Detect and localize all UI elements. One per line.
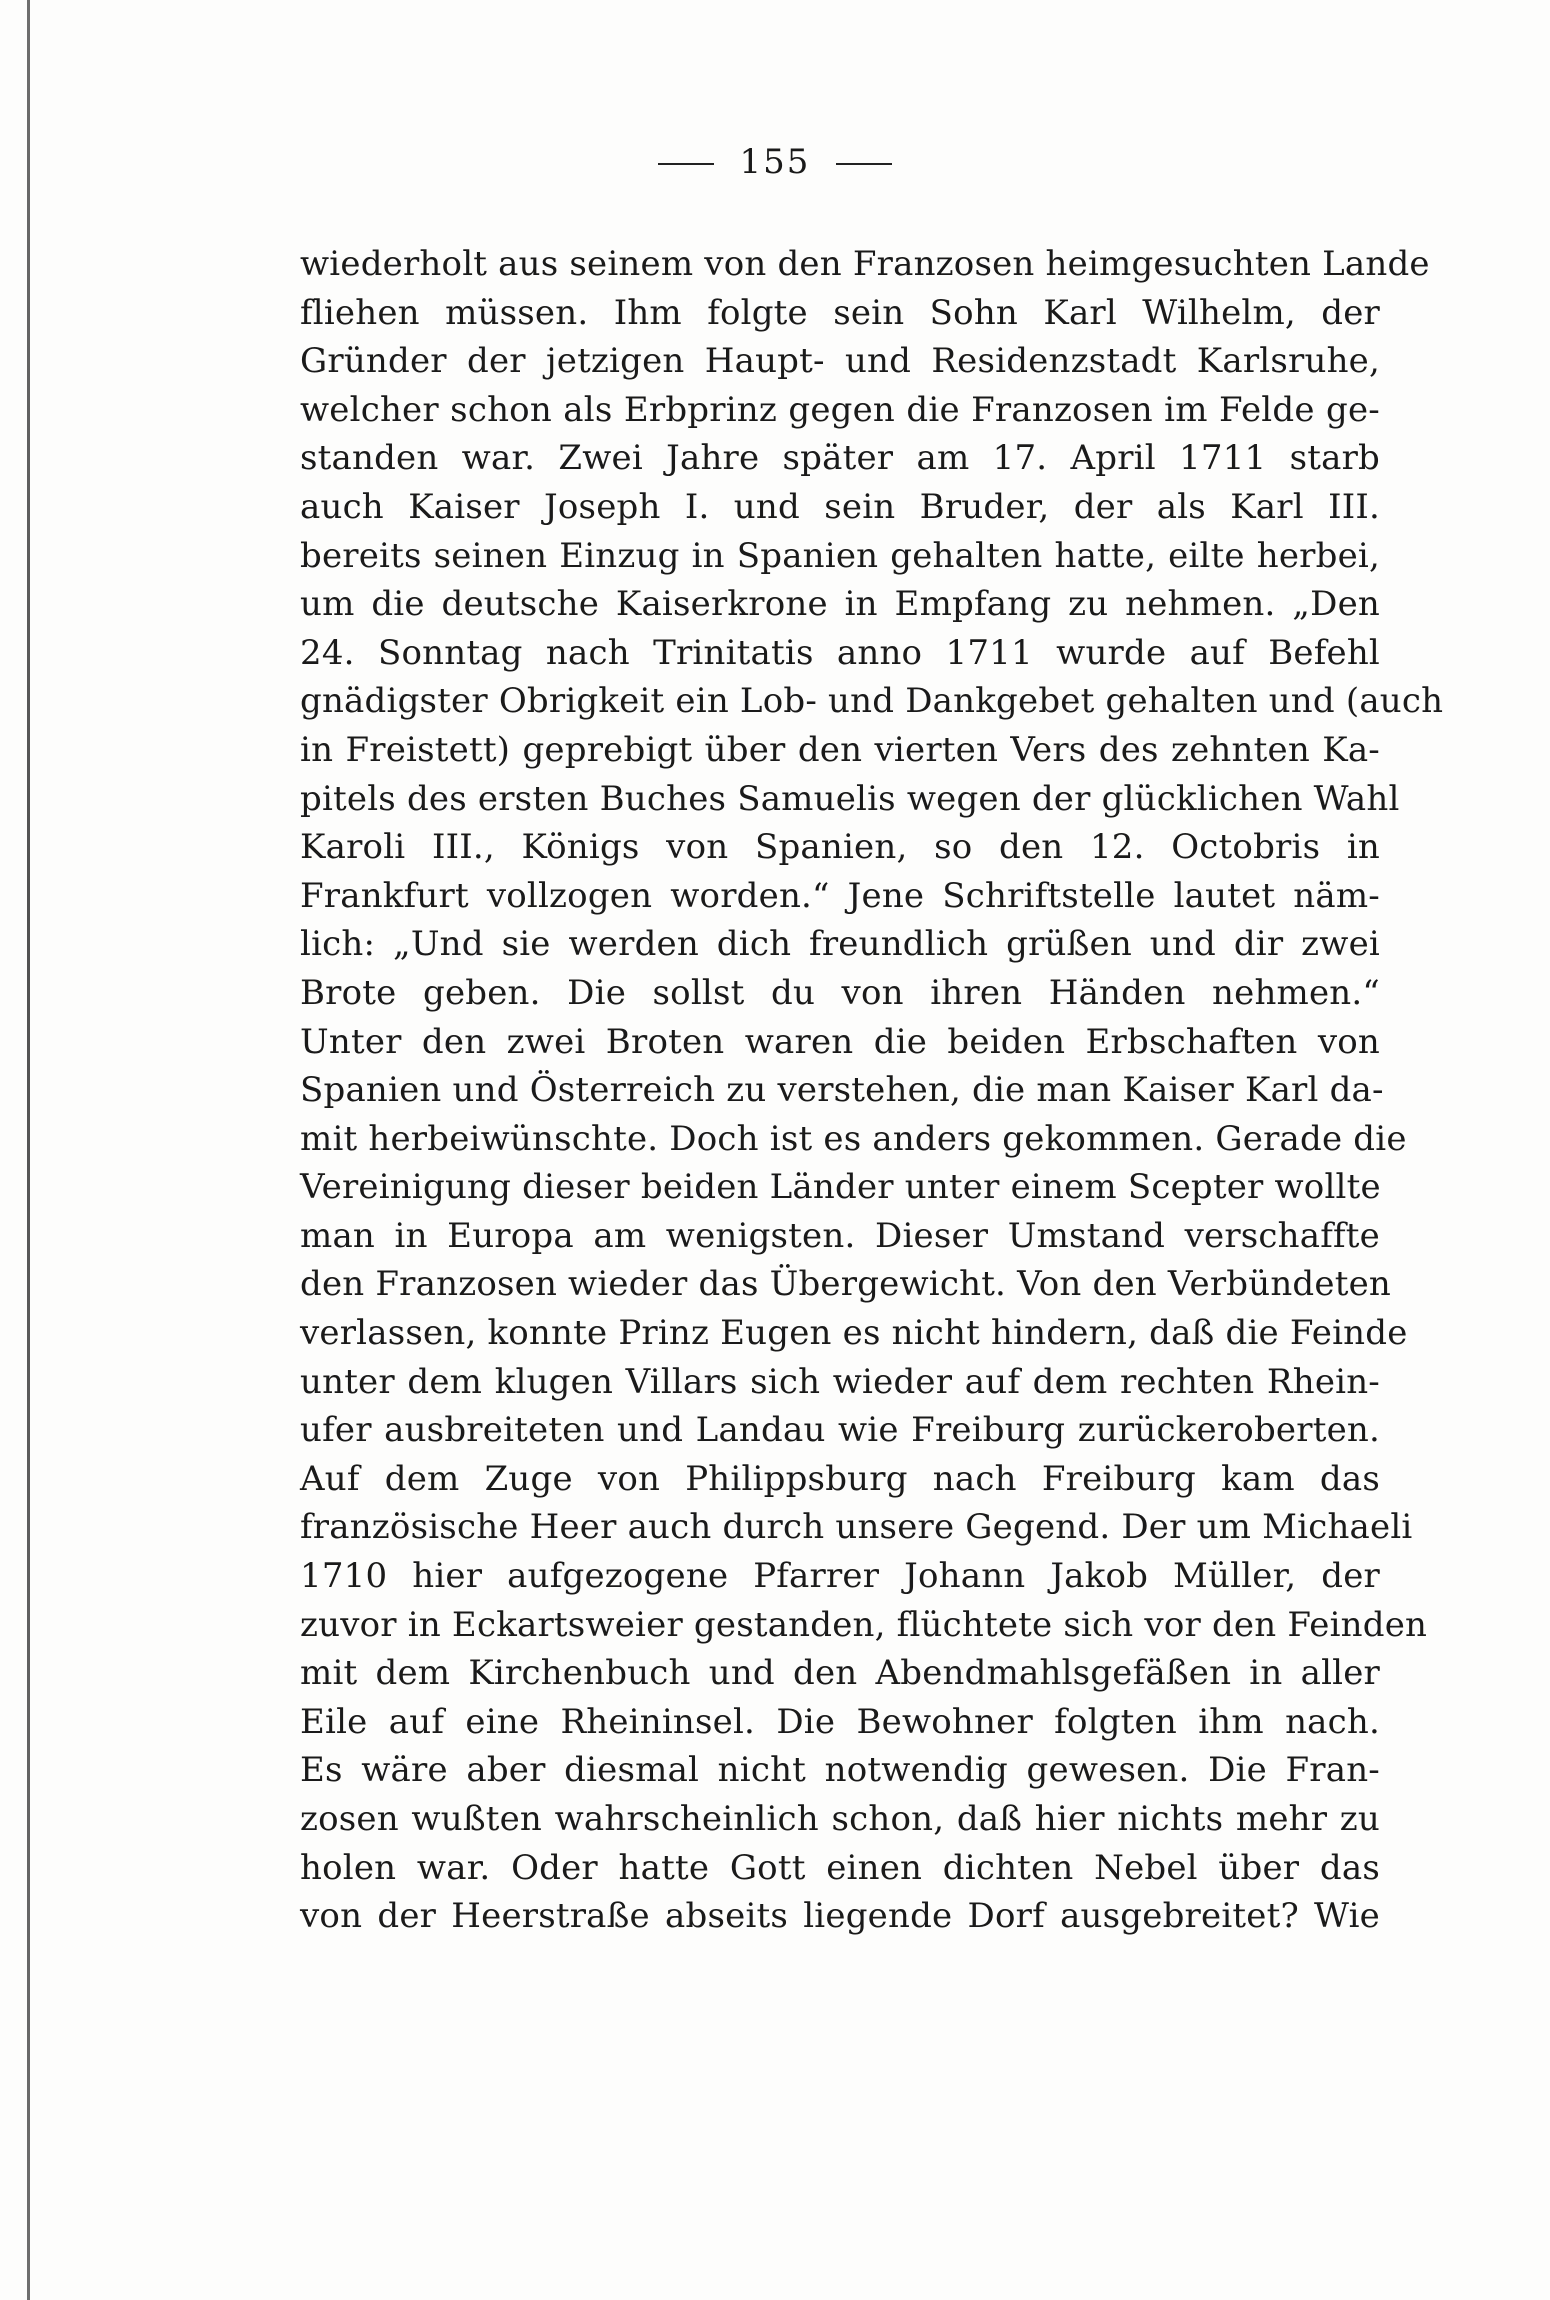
- text-line: lich: „Und sie werden dich freundlich grüßen und dir zwei: [300, 924, 1380, 965]
- text-line: französische Heer auch durch unsere Gegend. Der um Michaeli: [300, 1507, 1413, 1548]
- page-header: [0, 142, 1550, 182]
- text-line: Spanien und Österreich zu verstehen, die man Kaiser Karl da-: [300, 1070, 1384, 1111]
- text-line: Unter den zwei Broten waren die beiden Erbschaften von: [300, 1021, 1380, 1062]
- text-line: Frankfurt vollzogen worden.“ Jene Schriftstelle lautet näm-: [300, 875, 1380, 916]
- text-line: Es wäre aber diesmal nicht notwendig gewesen. Die Fran-: [300, 1750, 1380, 1791]
- text-line: in Freistett) geprebigt über den vierten Vers des zehnten Ka-: [300, 729, 1380, 770]
- text-line: pitels des ersten Buches Samuelis wegen der glücklichen Wahl: [300, 778, 1400, 819]
- text-line: um die deutsche Kaiserkrone in Empfang zu nehmen. „Den: [300, 584, 1380, 625]
- text-line: zuvor in Eckartsweier gestanden, flüchtete sich vor den Feinden: [300, 1604, 1428, 1645]
- text-line: Karoli III., Königs von Spanien, so den 12. Octobris in: [300, 827, 1380, 868]
- text-line: auch Kaiser Joseph I. und sein Bruder, der als Karl III.: [300, 486, 1380, 527]
- header-dash-left: [658, 163, 714, 165]
- text-line: von der Heerstraße abseits liegende Dorf ausgebreitet? Wie: [300, 1896, 1380, 1937]
- text-line: Auf dem Zuge von Philippsburg nach Freiburg kam das: [300, 1458, 1380, 1499]
- text-line: standen war. Zwei Jahre später am 17. April 1711 starb: [300, 438, 1380, 479]
- text-line: mit herbeiwünschte. Doch ist es anders gekommen. Gerade die: [300, 1118, 1407, 1159]
- text-line: Eile auf eine Rheininsel. Die Bewohner folgten ihm nach.: [300, 1701, 1380, 1742]
- text-line: mit dem Kirchenbuch und den Abendmahlsgefäßen in aller: [300, 1653, 1380, 1694]
- header-dash-right: [836, 163, 892, 165]
- text-line: fliehen müssen. Ihm folgte sein Sohn Karl Wilhelm, der: [300, 292, 1380, 333]
- text-line: verlassen, konnte Prinz Eugen es nicht hindern, daß die Feinde: [300, 1313, 1408, 1354]
- text-line: bereits seinen Einzug in Spanien gehalten hatte, eilte herbei,: [300, 535, 1380, 576]
- text-line: man in Europa am wenigsten. Dieser Umstand verschaffte: [300, 1215, 1380, 1256]
- body-text: [300, 240, 1444, 1941]
- text-line: Brote geben. Die sollst du von ihren Händen nehmen.“: [300, 972, 1380, 1013]
- text-line: ufer ausbreiteten und Landau wie Freiburg zurückeroberten.: [300, 1410, 1380, 1451]
- text-line: gnädigster Obrigkeit ein Lob- und Dankgebet gehalten und (auch: [300, 681, 1444, 722]
- text-line: wiederholt aus seinem von den Franzosen heimgesuchten Lande: [300, 244, 1430, 284]
- text-line: zosen wußten wahrscheinlich schon, daß hier nichts mehr zu: [300, 1799, 1380, 1839]
- text-line: 1710 hier aufgezogene Pfarrer Johann Jakob Müller, der: [300, 1556, 1380, 1597]
- text-line: 24. Sonntag nach Trinitatis anno 1711 wurde auf Befehl: [300, 632, 1380, 673]
- text-line: unter dem klugen Villars sich wieder auf dem rechten Rhein-: [300, 1361, 1380, 1402]
- text-line: Vereinigung dieser beiden Länder unter einem Scepter wollte: [300, 1167, 1381, 1208]
- page-number: 155: [739, 142, 811, 182]
- binding-edge-line: [27, 0, 30, 2300]
- text-line: welcher schon als Erbprinz gegen die Franzosen im Felde ge-: [300, 389, 1380, 430]
- text-line: holen war. Oder hatte Gott einen dichten Nebel über das: [300, 1847, 1380, 1888]
- text-line: Gründer der jetzigen Haupt- und Residenzstadt Karlsruhe,: [300, 341, 1380, 382]
- text-line: den Franzosen wieder das Übergewicht. Von den Verbündeten: [300, 1264, 1391, 1305]
